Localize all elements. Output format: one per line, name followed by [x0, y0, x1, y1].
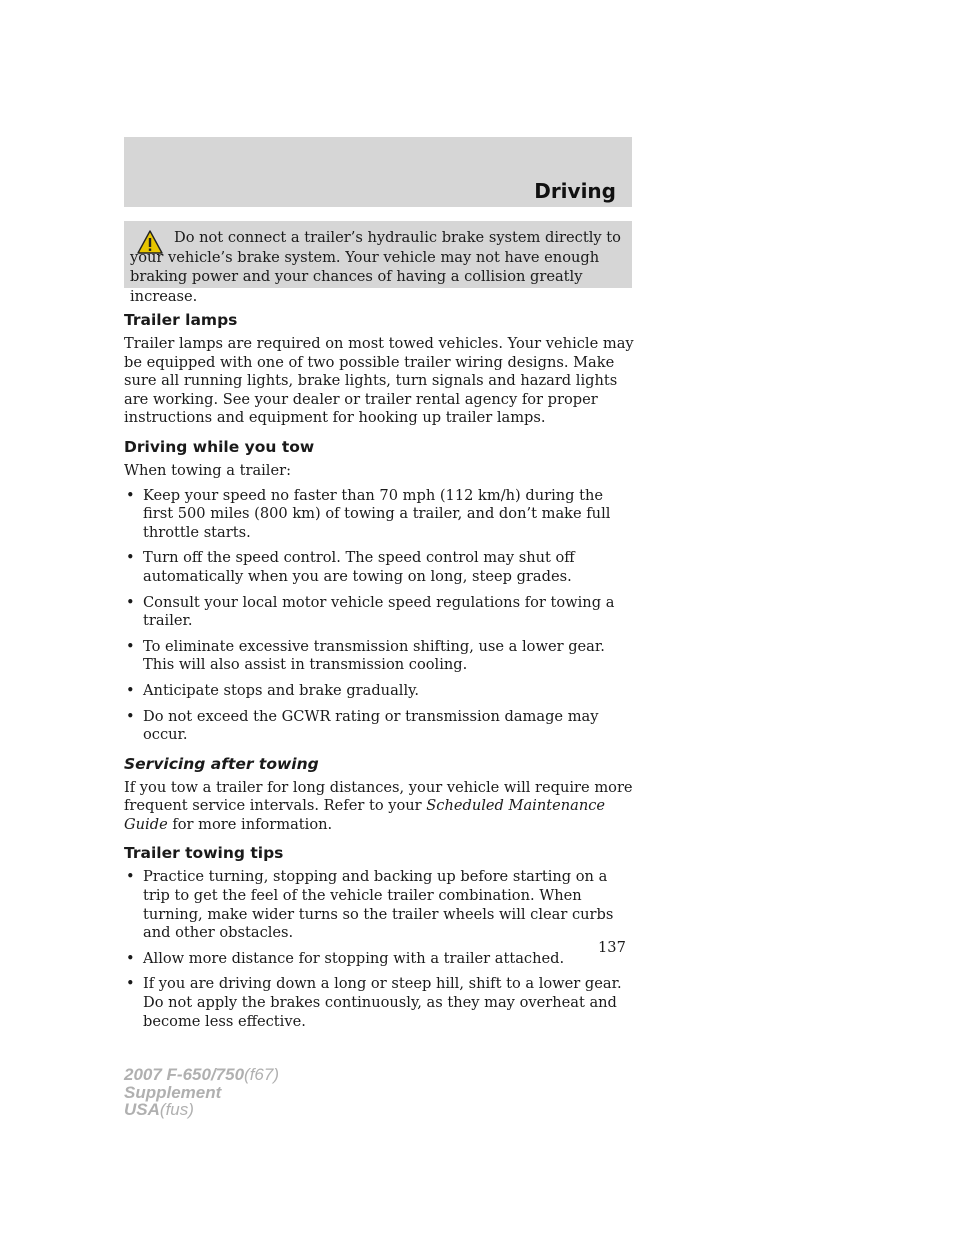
list-item: • Turn off the speed control. The speed control may shut off automatically when you are towing on long, steep grades. — [124, 549, 636, 586]
document-footer — [124, 1066, 279, 1119]
heading-trailer-lamps: Trailer lamps — [124, 311, 238, 329]
footer-supplement: Supplement — [124, 1082, 222, 1102]
warning-text: Do not connect a trailer’s hydraulic brake system directly to your vehicle’s brake system. Your vehicle may not have enough braking power and your chances of having a collision greatly increase. — [130, 229, 621, 305]
towing-list — [124, 487, 636, 745]
page-content — [124, 310, 636, 1040]
paragraph-towing-intro: When towing a trailer: — [124, 461, 292, 479]
towing-tips-list — [124, 868, 636, 1031]
section-header-band — [124, 137, 632, 207]
list-item: • If you are driving down a long or steep hill, shift to a lower gear. Do not apply the brakes continuously, as they may overheat and become less effective. — [124, 975, 636, 1031]
section-title: Driving — [534, 179, 616, 203]
footer-model: 2007 F-650/750 — [124, 1065, 245, 1084]
paragraph-trailer-lamps: Trailer lamps are required on most towed vehicles. Your vehicle may be equipped with one of two possible trailer wiring designs. Make sure all running lights, brake lights, turn signals and hazard lights are working. See your dealer or trailer rental agency for proper instructions and equipment for hooking up trailer lamps. — [124, 335, 634, 427]
servicing-text-end: for more information. — [167, 815, 333, 833]
warning-box — [124, 221, 632, 305]
list-item: • Practice turning, stopping and backing up before starting on a trip to get the feel of the vehicle trailer combination. When turning, make wider turns so the trailer wheels will clear curbs and other obstacles. — [124, 868, 636, 942]
scheduled-maintenance-guide-title: Scheduled Maintenance Guide — [124, 797, 606, 833]
footer-market-code: (fus) — [159, 1100, 194, 1119]
footer-market: USA — [124, 1100, 160, 1119]
list-item: • Consult your local motor vehicle speed regulations for towing a trailer. — [124, 594, 636, 631]
heading-towing-tips: Trailer towing tips — [124, 844, 284, 863]
footer-model-code: (f67) — [244, 1065, 280, 1084]
watermark: carmanualsonline.info — [773, 1218, 950, 1236]
list-item: • Allow more distance for stopping with a trailer attached. — [124, 950, 636, 969]
list-item: • Keep your speed no faster than 70 mph (112 km/h) during the first 500 miles (800 km) of towing a trailer, and don’t make full throttle starts. — [124, 487, 636, 543]
heading-driving-while-tow: Driving while you tow — [124, 437, 315, 456]
page-number: 137 — [598, 939, 626, 956]
heading-servicing-after-towing: Servicing after towing — [124, 754, 319, 773]
list-item: • Do not exceed the GCWR rating or transmission damage may occur. — [124, 708, 636, 745]
list-item: • To eliminate excessive transmission shifting, use a lower gear. This will also assist in transmission cooling. — [124, 638, 636, 675]
paragraph-servicing — [124, 779, 636, 835]
servicing-text-start: If you tow a trailer for long distances, your vehicle will require more frequent service intervals. Refer to your — [124, 778, 633, 815]
list-item: • Anticipate stops and brake gradually. — [124, 682, 636, 701]
